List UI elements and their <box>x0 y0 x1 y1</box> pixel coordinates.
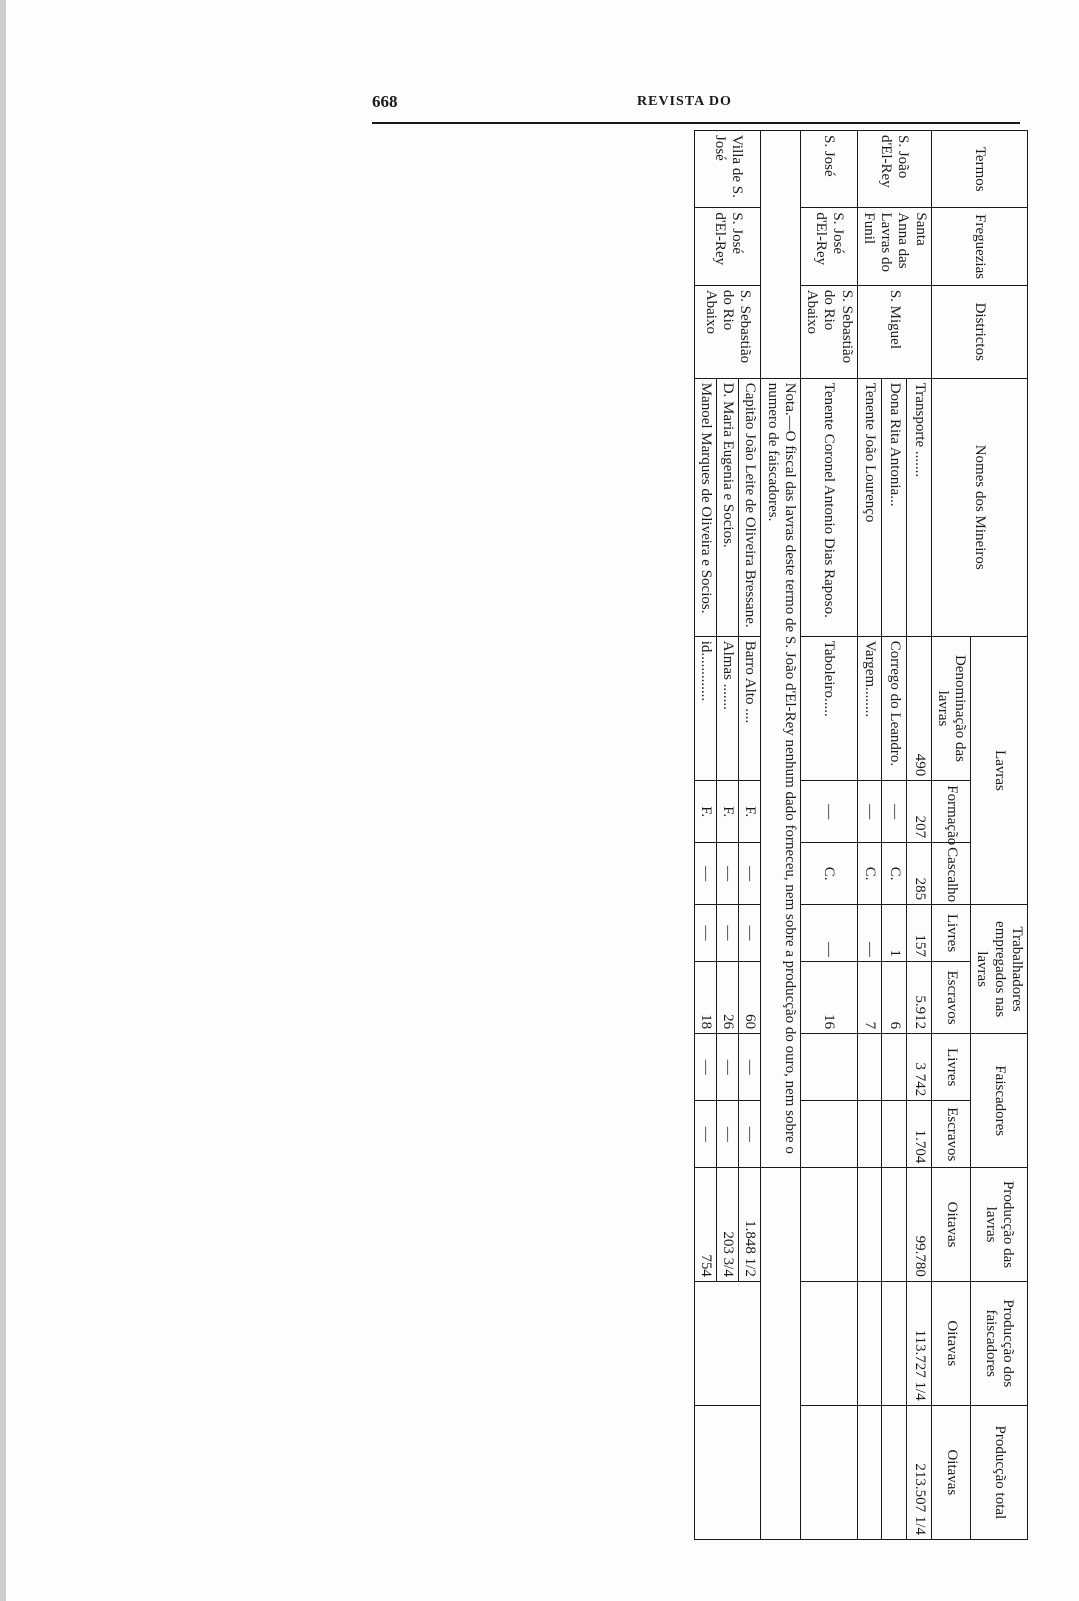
col-formacao: Formação <box>931 781 971 843</box>
cell-producao-total <box>882 1405 907 1539</box>
note-row <box>761 131 801 1540</box>
cell-producao-lavras: 203 3/4 <box>717 1168 739 1282</box>
col-lavras-group: Lavras <box>971 636 1028 904</box>
cell-cascalho: — <box>694 843 716 905</box>
cell-faisc-escravos: — <box>739 1101 761 1168</box>
col-cascalho: Cascalho <box>931 843 971 905</box>
cell-nome: Dona Rita Antonia... <box>882 378 907 636</box>
col-districtos: Districtos <box>931 285 1027 378</box>
cell-producao-lavras: 1.848 1/2 <box>739 1168 761 1282</box>
cell-faisc-escravos: — <box>694 1101 716 1168</box>
note-text: Nota.—O fiscal das lavras deste termo de S. João d'El-Rey nenhum dado forneceu, nem sobre a producção do ouro, nem sobre o numero de faiscadores. <box>761 378 801 1168</box>
cell-cascalho: C. <box>882 843 907 905</box>
cell-lavra: Barro Alto .... <box>739 636 761 781</box>
cell-freguezia: S. José d'El-Rey <box>694 208 761 285</box>
cell-trab-escravos: 5.912 <box>907 961 932 1033</box>
cell-producao-lavras <box>801 1168 858 1282</box>
cell-formacao: F. <box>717 781 739 843</box>
col-trabalhadores-group: Trabalhadores empregados nas lavras <box>971 905 1028 1034</box>
cell-faisc-livres: — <box>694 1034 716 1101</box>
col-producao-lavras: Producção das lavras <box>971 1168 1028 1282</box>
cell-trab-livres: — <box>801 905 858 962</box>
cell-trab-escravos: 16 <box>801 961 858 1033</box>
cell-producao-lavras <box>882 1168 907 1282</box>
col-faisc-livres: Livres <box>931 1034 971 1101</box>
cell-faisc-escravos <box>882 1101 907 1168</box>
cell-trab-escravos: 60 <box>739 961 761 1033</box>
cell-termo: Villa de S. José <box>694 131 761 208</box>
cell-districto: S. Sebastião do Rio Abaixo <box>801 285 858 378</box>
cell-freguezia: S. José d'El-Rey <box>801 208 858 285</box>
page-number: 668 <box>372 92 398 111</box>
cell-faisc-livres: — <box>739 1034 761 1101</box>
col-oitavas-faiscadores: Oitavas <box>931 1281 971 1405</box>
cell-producao-lavras <box>857 1168 882 1282</box>
cell-formacao: F. <box>694 781 716 843</box>
cell-trab-escravos: 6 <box>882 961 907 1033</box>
rotated-table-frame <box>378 130 1028 1540</box>
cell-producao-faiscadores <box>882 1281 907 1405</box>
cell-trab-livres: 157 <box>907 905 932 962</box>
cell-producao-faiscadores <box>694 1281 761 1405</box>
cell-trab-livres: — <box>857 905 882 962</box>
cell-producao-total <box>694 1405 761 1539</box>
table-row <box>907 131 932 1540</box>
cell-faisc-livres: — <box>717 1034 739 1101</box>
col-freguezias: Freguezias <box>931 208 1027 285</box>
cell-producao-total: 213.507 1/4 <box>907 1405 932 1539</box>
cell-cascalho: C. <box>857 843 882 905</box>
col-producao-faiscadores: Producção dos faiscadores <box>971 1281 1028 1405</box>
col-trab-escravos: Escravos <box>931 961 971 1033</box>
cell-termo: S. José <box>801 131 858 208</box>
cell-formacao: — <box>882 781 907 843</box>
cell-formacao: — <box>801 781 858 843</box>
cell-nome: Transporte ....... <box>907 378 932 636</box>
col-oitavas-lavras: Oitavas <box>931 1168 971 1282</box>
cell-districto: S. Sebastião do Rio Abaixo <box>694 285 761 378</box>
table-row <box>739 131 761 1540</box>
cell-nome: Manoel Marques de Oliveira e Socios. <box>694 378 716 636</box>
cell-producao-faiscadores <box>857 1281 882 1405</box>
cell-cascalho: — <box>739 843 761 905</box>
rotated-table-content <box>378 130 1028 1540</box>
page-header <box>372 92 1020 124</box>
cell-faisc-livres <box>801 1034 858 1101</box>
cell-faisc-escravos <box>857 1101 882 1168</box>
cell-termo: S. João d'El-Rey <box>857 131 931 208</box>
cell-lavra: Vargem........ <box>857 636 882 781</box>
cell-formacao: — <box>857 781 882 843</box>
col-denominacao: Denominação das lavras <box>931 636 971 781</box>
col-faiscadores-group: Faiscadores <box>971 1034 1028 1168</box>
cell-trab-livres: — <box>717 905 739 962</box>
cell-nome: Tenente Coronel Antonio Dias Raposo. <box>801 378 858 636</box>
mining-table <box>694 130 1028 1540</box>
col-faisc-escravos: Escravos <box>931 1101 971 1168</box>
cell-producao-total <box>801 1405 858 1539</box>
cell-faisc-livres: 3 742 <box>907 1034 932 1101</box>
cell-producao-lavras: 99.780 <box>907 1168 932 1282</box>
cell-producao-faiscadores <box>801 1281 858 1405</box>
cell-faisc-escravos: — <box>717 1101 739 1168</box>
note-spacer <box>761 131 801 379</box>
col-termos: Termos <box>931 131 1027 208</box>
cell-trab-escravos: 26 <box>717 961 739 1033</box>
table-row <box>801 131 858 1540</box>
note-spacer-right <box>761 1168 801 1540</box>
cell-trab-escravos: 7 <box>857 961 882 1033</box>
cell-trab-livres: — <box>694 905 716 962</box>
cell-lavras-total: 490 <box>907 636 932 781</box>
cell-formacao: 207 <box>907 781 932 843</box>
col-trab-livres: Livres <box>931 905 971 962</box>
cell-faisc-escravos <box>801 1101 858 1168</box>
cell-producao-total <box>857 1405 882 1539</box>
cell-lavra: Almas ....... <box>717 636 739 781</box>
cell-producao-faiscadores: 113.727 1/4 <box>907 1281 932 1405</box>
cell-freguezia: Santa Anna das Lavras do Funil <box>857 208 931 285</box>
cell-nome: Capitão João Leite de Oliveira Bressane. <box>739 378 761 636</box>
cell-trab-escravos: 18 <box>694 961 716 1033</box>
cell-formacao: F. <box>739 781 761 843</box>
cell-faisc-livres <box>857 1034 882 1101</box>
col-oitavas-total: Oitavas <box>931 1405 971 1539</box>
cell-districto: S. Miguel <box>857 285 931 378</box>
cell-lavra: Taboleiro..... <box>801 636 858 781</box>
cell-faisc-livres <box>882 1034 907 1101</box>
cell-producao-lavras: 754 <box>694 1168 716 1282</box>
col-producao-total: Producção total <box>971 1405 1028 1539</box>
cell-trab-livres: 1 <box>882 905 907 962</box>
cell-cascalho: — <box>717 843 739 905</box>
running-head: REVISTA DO <box>637 94 732 109</box>
cell-lavra: Corrego do Leandro. <box>882 636 907 781</box>
page-edge <box>0 0 6 1601</box>
cell-trab-livres: — <box>739 905 761 962</box>
cell-nome: Tenente João Lourenço <box>857 378 882 636</box>
cell-faisc-escravos: 1.704 <box>907 1101 932 1168</box>
cell-cascalho: 285 <box>907 843 932 905</box>
cell-cascalho: C. <box>801 843 858 905</box>
col-nomes: Nomes dos Mineiros <box>931 378 1027 636</box>
cell-nome: D. Maria Eugenia e Socios. <box>717 378 739 636</box>
cell-lavra: id............. <box>694 636 716 781</box>
